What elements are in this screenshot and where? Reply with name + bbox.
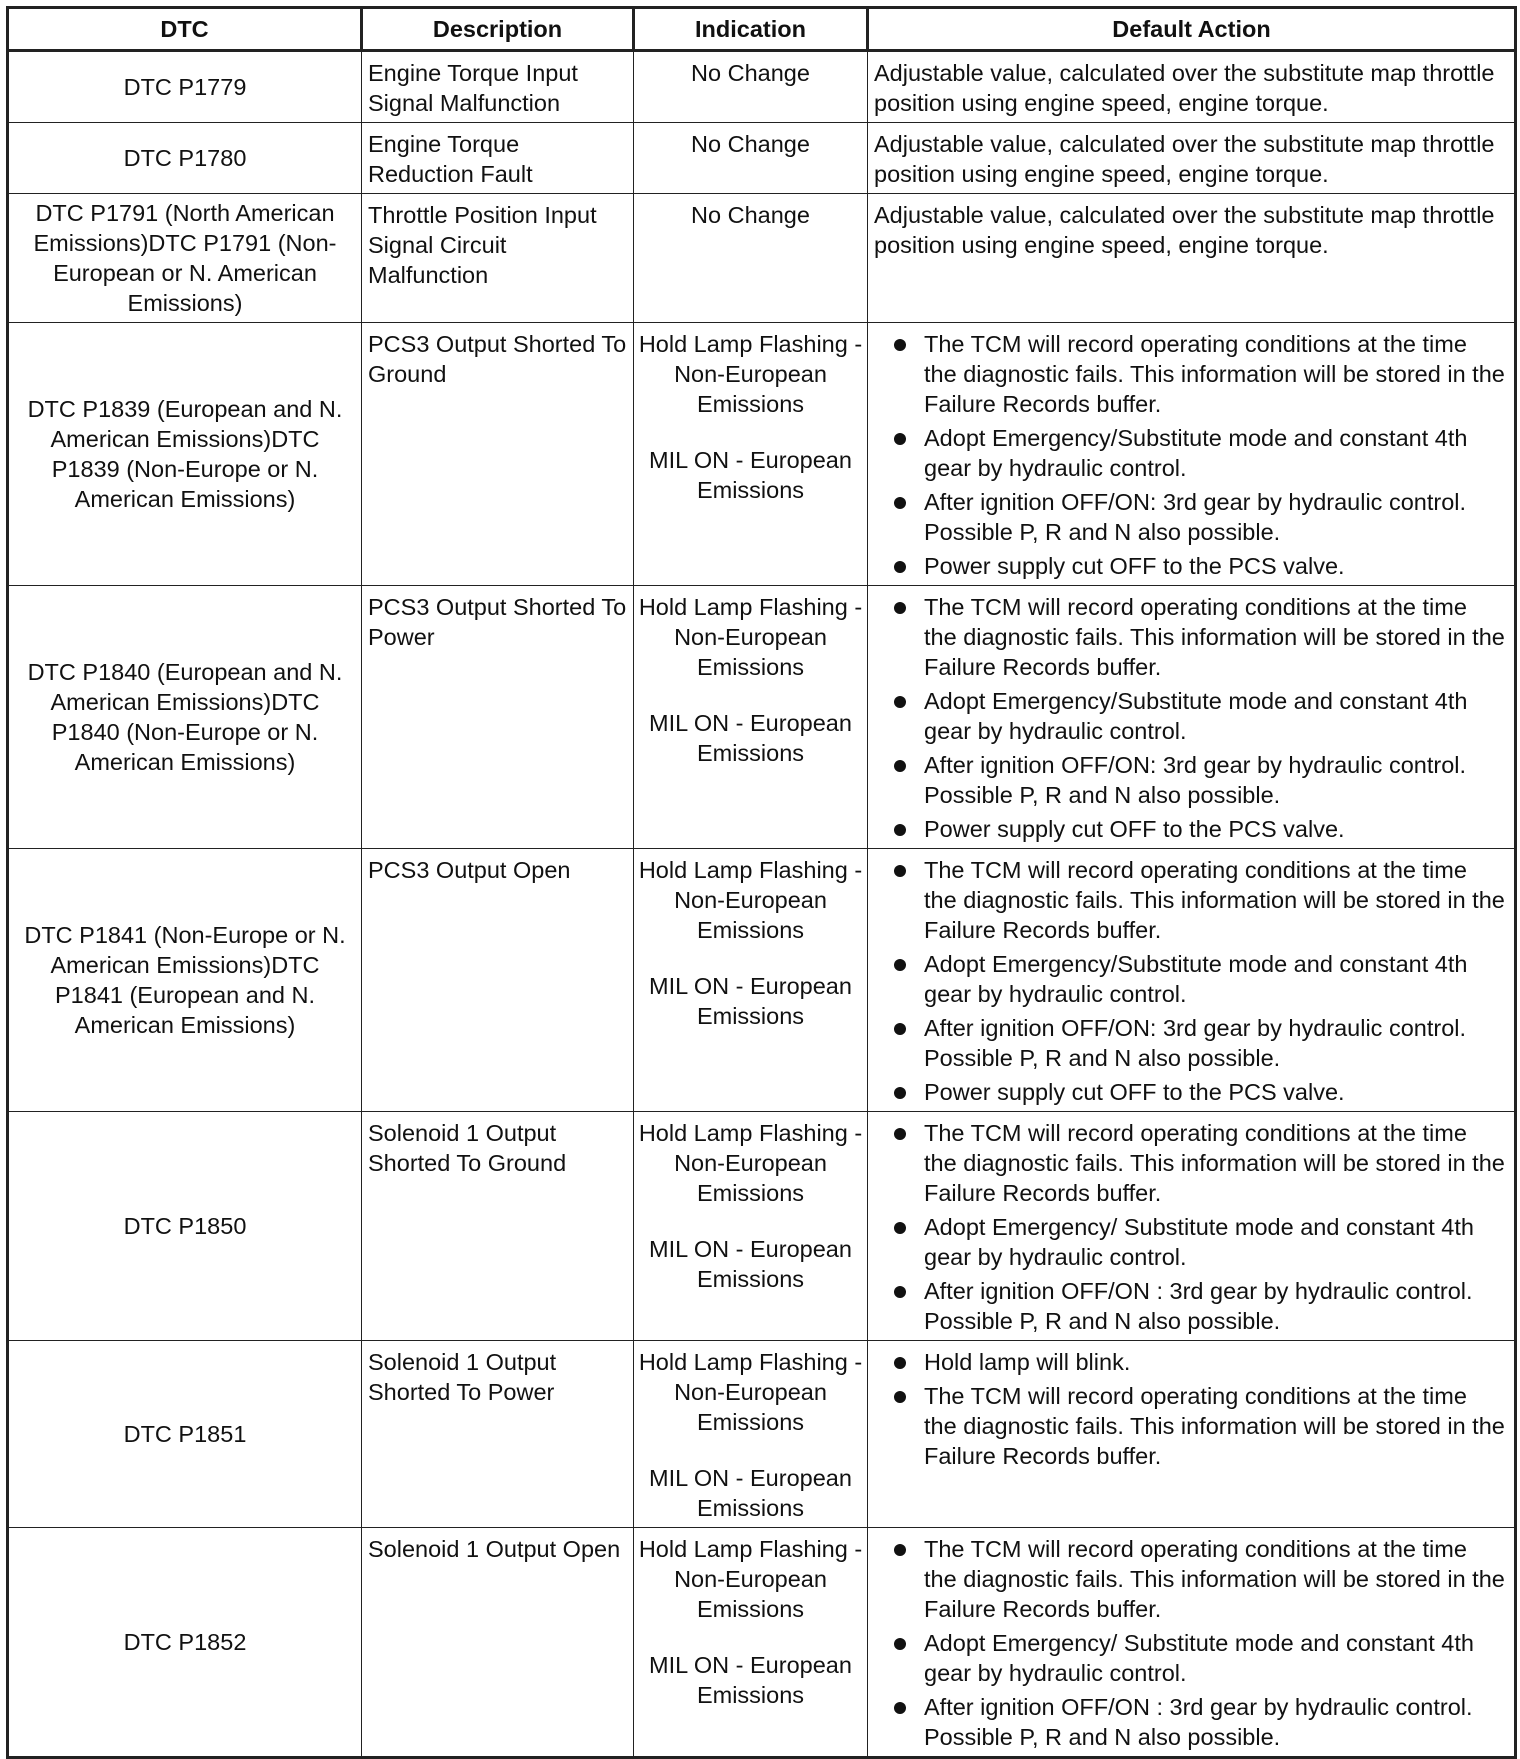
default-action-cell bbox=[868, 849, 1516, 1112]
indication-cell bbox=[634, 586, 868, 849]
header-dtc: DTC bbox=[8, 8, 362, 51]
header-indication: Indication bbox=[634, 8, 868, 51]
table-row bbox=[8, 323, 1516, 586]
table-row bbox=[8, 849, 1516, 1112]
indication-line: Hold Lamp Flashing - Non-European Emissions bbox=[638, 331, 863, 417]
indication-cell bbox=[634, 323, 868, 586]
action-list-item: Adopt Emergency/Substitute mode and constant 4th gear by hydraulic control. bbox=[874, 423, 1506, 483]
default-action-cell bbox=[868, 51, 1516, 123]
indication-cell bbox=[634, 1112, 868, 1341]
action-list-item: After ignition OFF/ON : 3rd gear by hydraulic control. Possible P, R and N also possible. bbox=[874, 1692, 1506, 1752]
description-cell: PCS3 Output Shorted To Power bbox=[362, 586, 634, 849]
action-list-item: The TCM will record operating conditions at the time the diagnostic fails. This information will be stored in the Failure Records buffer. bbox=[874, 329, 1506, 419]
dtc-code-cell: DTC P1852 bbox=[8, 1528, 362, 1758]
indication-line: MIL ON - European Emissions bbox=[649, 1652, 852, 1708]
description-cell: Solenoid 1 Output Shorted To Ground bbox=[362, 1112, 634, 1341]
indication-line: Hold Lamp Flashing - Non-European Emissions bbox=[638, 1349, 863, 1435]
indication-line: MIL ON - European Emissions bbox=[649, 973, 852, 1029]
table-body bbox=[8, 51, 1516, 1758]
description-cell: Engine Torque Input Signal Malfunction bbox=[362, 51, 634, 123]
dtc-code-cell: DTC P1839 (European and N. American Emissions)DTC P1839 (Non-Europe or N. American Emissions) bbox=[8, 323, 362, 586]
description-cell: Solenoid 1 Output Open bbox=[362, 1528, 634, 1758]
table-row bbox=[8, 586, 1516, 849]
indication-cell bbox=[634, 1528, 868, 1758]
indication-line: No Change bbox=[691, 131, 810, 157]
description-cell: PCS3 Output Open bbox=[362, 849, 634, 1112]
action-list-item: After ignition OFF/ON: 3rd gear by hydraulic control. Possible P, R and N also possible. bbox=[874, 1013, 1506, 1073]
indication-cell bbox=[634, 194, 868, 323]
indication-cell bbox=[634, 849, 868, 1112]
indication-line: Hold Lamp Flashing - Non-European Emissions bbox=[638, 857, 863, 943]
action-list bbox=[874, 329, 1506, 581]
default-action-cell bbox=[868, 1112, 1516, 1341]
table-header bbox=[8, 8, 1516, 51]
action-list-item: After ignition OFF/ON: 3rd gear by hydraulic control. Possible P, R and N also possible. bbox=[874, 750, 1506, 810]
header-description: Description bbox=[362, 8, 634, 51]
dtc-table bbox=[6, 6, 1517, 1759]
action-list-item: The TCM will record operating conditions at the time the diagnostic fails. This information will be stored in the Failure Records buffer. bbox=[874, 855, 1506, 945]
description-cell: PCS3 Output Shorted To Ground bbox=[362, 323, 634, 586]
header-default-action: Default Action bbox=[868, 8, 1516, 51]
action-list-item: Adopt Emergency/ Substitute mode and constant 4th gear by hydraulic control. bbox=[874, 1212, 1506, 1272]
action-list-item: The TCM will record operating conditions at the time the diagnostic fails. This information will be stored in the Failure Records buffer. bbox=[874, 1534, 1506, 1624]
action-list-item: Power supply cut OFF to the PCS valve. bbox=[874, 551, 1506, 581]
table-row bbox=[8, 194, 1516, 323]
indication-line: Hold Lamp Flashing - Non-European Emissions bbox=[638, 1120, 863, 1206]
action-text: Adjustable value, calculated over the substitute map throttle position using engine speed, engine torque. bbox=[874, 202, 1495, 258]
action-list-item: Adopt Emergency/Substitute mode and constant 4th gear by hydraulic control. bbox=[874, 949, 1506, 1009]
action-list bbox=[874, 1534, 1506, 1752]
header-row bbox=[8, 8, 1516, 51]
action-list-item: After ignition OFF/ON : 3rd gear by hydraulic control. Possible P, R and N also possible. bbox=[874, 1276, 1506, 1336]
default-action-cell bbox=[868, 123, 1516, 194]
action-list bbox=[874, 855, 1506, 1107]
indication-line: MIL ON - European Emissions bbox=[649, 710, 852, 766]
table-row bbox=[8, 1112, 1516, 1341]
action-list-item: After ignition OFF/ON: 3rd gear by hydraulic control. Possible P, R and N also possible. bbox=[874, 487, 1506, 547]
table-row bbox=[8, 1528, 1516, 1758]
indication-line: No Change bbox=[691, 202, 810, 228]
dtc-code-cell: DTC P1840 (European and N. American Emissions)DTC P1840 (Non-Europe or N. American Emissions) bbox=[8, 586, 362, 849]
action-list-item: Adopt Emergency/ Substitute mode and constant 4th gear by hydraulic control. bbox=[874, 1628, 1506, 1688]
dtc-code-cell: DTC P1780 bbox=[8, 123, 362, 194]
indication-line: MIL ON - European Emissions bbox=[649, 1465, 852, 1521]
action-text: Adjustable value, calculated over the substitute map throttle position using engine speed, engine torque. bbox=[874, 131, 1495, 187]
description-cell: Solenoid 1 Output Shorted To Power bbox=[362, 1341, 634, 1528]
dtc-code-cell: DTC P1779 bbox=[8, 51, 362, 123]
indication-line: MIL ON - European Emissions bbox=[649, 1236, 852, 1292]
dtc-code-cell: DTC P1851 bbox=[8, 1341, 362, 1528]
action-list-item: Power supply cut OFF to the PCS valve. bbox=[874, 1077, 1506, 1107]
description-cell: Throttle Position Input Signal Circuit Malfunction bbox=[362, 194, 634, 323]
action-list-item: Adopt Emergency/Substitute mode and constant 4th gear by hydraulic control. bbox=[874, 686, 1506, 746]
indication-line: MIL ON - European Emissions bbox=[649, 447, 852, 503]
indication-line: No Change bbox=[691, 60, 810, 86]
default-action-cell bbox=[868, 1528, 1516, 1758]
table-row bbox=[8, 123, 1516, 194]
default-action-cell bbox=[868, 586, 1516, 849]
indication-cell bbox=[634, 1341, 868, 1528]
action-list bbox=[874, 592, 1506, 844]
table-row bbox=[8, 51, 1516, 123]
action-list-item: The TCM will record operating conditions at the time the diagnostic fails. This information will be stored in the Failure Records buffer. bbox=[874, 1381, 1506, 1471]
action-list-item: Power supply cut OFF to the PCS valve. bbox=[874, 814, 1506, 844]
action-list bbox=[874, 1118, 1506, 1336]
dtc-code-cell: DTC P1850 bbox=[8, 1112, 362, 1341]
table-row bbox=[8, 1341, 1516, 1528]
action-list-item: The TCM will record operating conditions at the time the diagnostic fails. This information will be stored in the Failure Records buffer. bbox=[874, 1118, 1506, 1208]
dtc-code-cell: DTC P1791 (North American Emissions)DTC P1791 (Non-European or N. American Emissions) bbox=[8, 194, 362, 323]
default-action-cell bbox=[868, 194, 1516, 323]
action-list bbox=[874, 1347, 1506, 1471]
default-action-cell bbox=[868, 1341, 1516, 1528]
action-list-item: The TCM will record operating conditions at the time the diagnostic fails. This information will be stored in the Failure Records buffer. bbox=[874, 592, 1506, 682]
action-text: Adjustable value, calculated over the substitute map throttle position using engine speed, engine torque. bbox=[874, 60, 1495, 116]
description-cell: Engine Torque Reduction Fault bbox=[362, 123, 634, 194]
indication-line: Hold Lamp Flashing - Non-European Emissions bbox=[638, 594, 863, 680]
indication-cell bbox=[634, 51, 868, 123]
indication-line: Hold Lamp Flashing - Non-European Emissions bbox=[638, 1536, 863, 1622]
dtc-code-cell: DTC P1841 (Non-Europe or N. American Emissions)DTC P1841 (European and N. American Emissions) bbox=[8, 849, 362, 1112]
indication-cell bbox=[634, 123, 868, 194]
action-list-item: Hold lamp will blink. bbox=[874, 1347, 1506, 1377]
default-action-cell bbox=[868, 323, 1516, 586]
